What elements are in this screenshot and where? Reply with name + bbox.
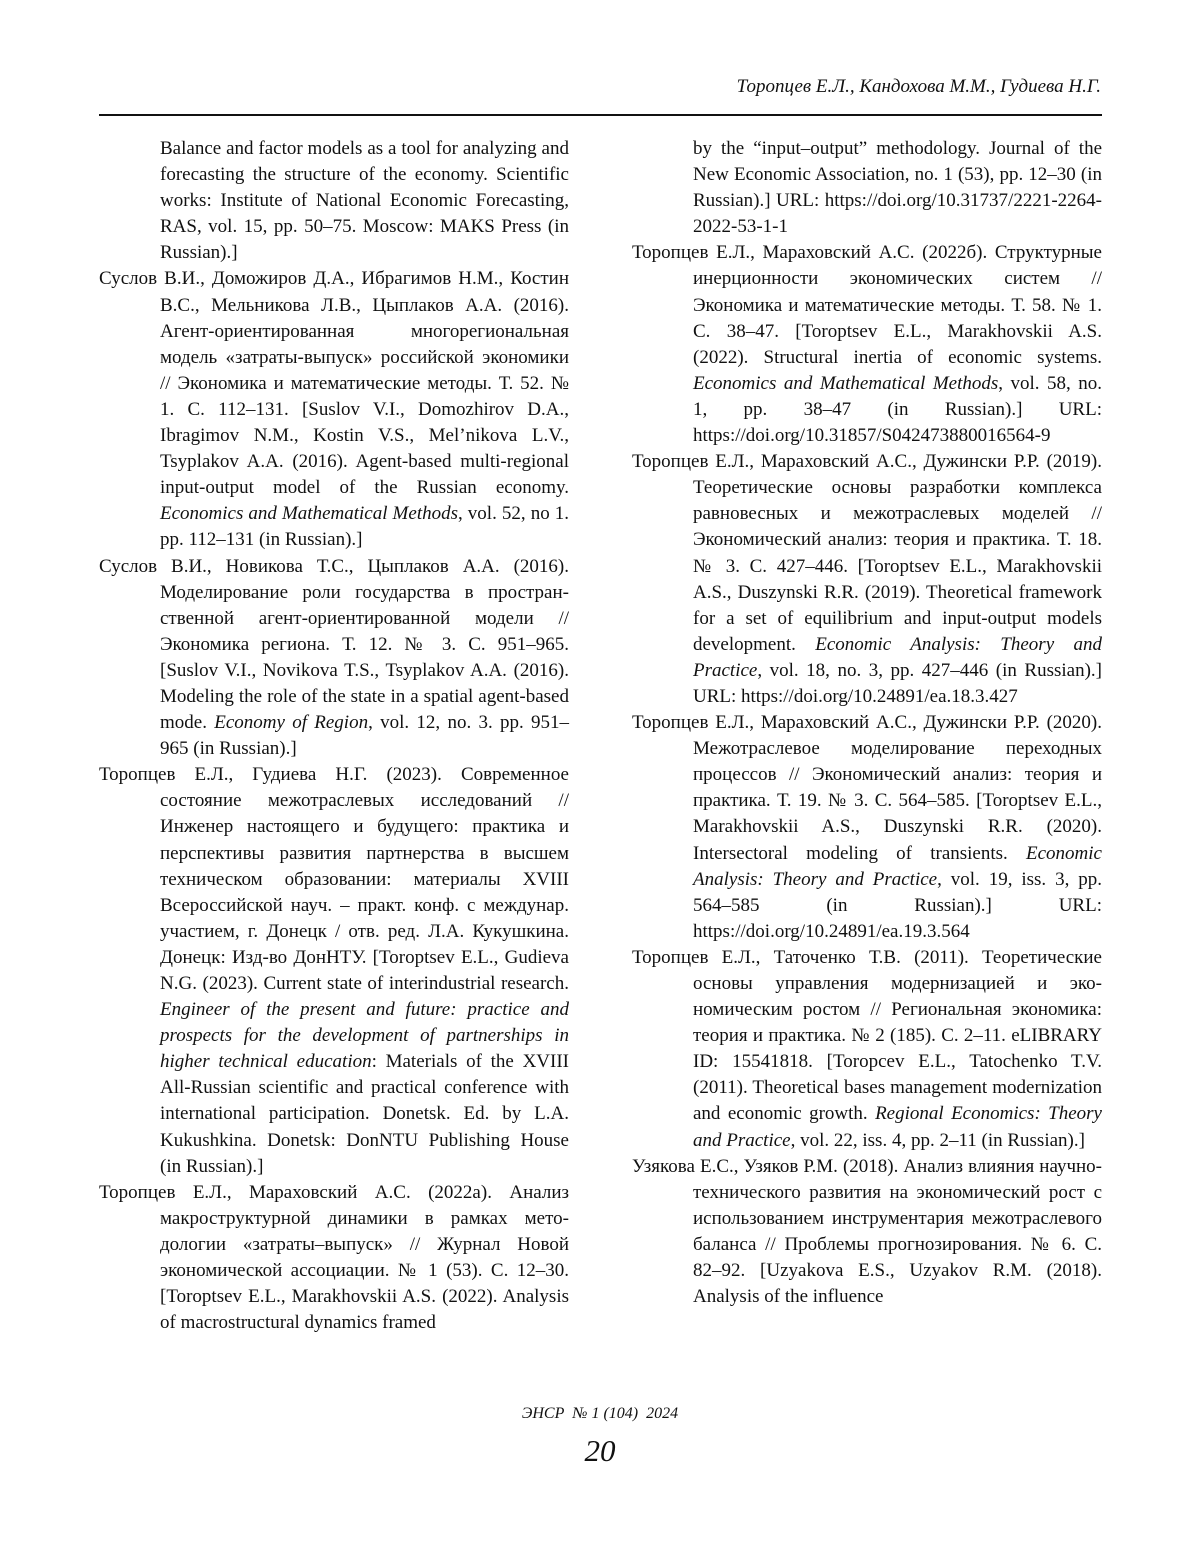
reference-text: Торопцев Е.Л., Мараховский А.С. (2022а). Анализ макроструктурной динамики в рамках методологии «затраты–выпуск» // Журнал Новой экономической ассоциации. № 1 (53). С. 12–30. [Toroptsev E.L., Marakhovskii A.S. (2022). Analysis of macrostructural dynamics framed — [99, 1181, 569, 1334]
reference-source-title: Regional Economics: Theory and Practice — [693, 1103, 1102, 1151]
reference-source-title: Economics and Mathematical Methods — [160, 503, 458, 525]
footer-journal-issue: ЭНСР № 1 (104) 2024 — [521, 1405, 679, 1422]
reference-entry — [632, 945, 1102, 1154]
reference-entry — [632, 710, 1102, 945]
reference-source-title: Economic Analysis: Theory and Practice — [693, 633, 1102, 681]
reference-text: : Materials of the XVIII All-Russian scientific and practical conference with international participation. Donetsk. Ed. by L.A. Kukushkina. Donetsk: DonNTU Publishing House (in Russian).] — [160, 1051, 569, 1177]
right-column — [632, 136, 1102, 1310]
header-rule — [99, 114, 1102, 116]
reference-text: Торопцев Е.Л., Мараховский А.С. (2022б). Структурные инерционности экономических систем // Экономика и математические методы. Т. 58. № 1. С. 38–47. [Toroptsev E.L., Marakhovskii A.S. (2022). Structural inertia of economic systems. — [632, 242, 1102, 368]
page-number: 20 — [584, 1433, 616, 1468]
reference-text: Узякова Е.С., Узяков Р.М. (2018). Анализ влияния научно-технического развития на экономический рост с использованием инструментария межотраслевого баланса // Проблемы прогнозирования. № 6. С. 82–92. [Uzyakova E.S., Uzyakov R.M. (2018). Analysis of the influence — [632, 1155, 1102, 1308]
reference-entry — [99, 762, 569, 1180]
reference-text: , vol. 18, no. 3, pp. 427–446 (in Russian).] URL: https://doi.org/10.24891/ea.18.3.427 — [693, 659, 1102, 707]
reference-text: Торопцев Е.Л., Мараховский А.С., Дужински Р.Р. (2019). Теоретические основы разработки комплекса равновесных и межотраслевых моделей // Экономический анализ: теория и практика. Т. 18. № 3. С. 427–446. [Toroptsev E.L., Marakhovskii A.S., Duszynski R.R. (2019). Theoretical framework for a set of equilibrium and input-output models development. — [632, 451, 1102, 655]
reference-text: , vol. 19, iss. 3, pp. 564–585 (in Russian).] URL: https://doi.org/10.24891/ea.19.3.564 — [693, 868, 1102, 942]
reference-entry-continued — [632, 136, 1102, 240]
reference-text: , vol. 12, no. 3. pp. 951–965 (in Russian).] — [160, 712, 570, 760]
reference-entry — [632, 240, 1102, 449]
reference-entry — [99, 1180, 569, 1337]
reference-source-title: Engineer of the present and future: practice and prospects for the development of partnerships in higher technical education — [160, 999, 569, 1073]
reference-text: , vol. 52, no 1. pp. 112–131 (in Russian).] — [160, 503, 569, 551]
reference-entry-continued — [99, 136, 569, 266]
reference-source-title: Economic Analysis: Theory and Practice — [693, 842, 1102, 890]
reference-text: Balance and factor models as a tool for analyzing and forecasting the structure of the economy. Scientific works: Institute of National Economic Forecasting, RAS, vol. 15, pp. 50–75. Moscow: MAKS Press (in Russian).] — [160, 138, 569, 264]
reference-entry — [632, 1154, 1102, 1311]
reference-entry — [99, 554, 569, 763]
reference-entry — [99, 266, 569, 553]
reference-text: Суслов В.И., Новикова Т.С., Цыплаков А.А. (2016). Моделирование роли государства в пространственной агент-ориентированной модели // Экономика региона. Т. 12. № 3. С. 951–965. [Suslov V.I., Novikova T.S., Tsyplakov A.A. (2016). Modeling the role of the state in a spatial agent-based mode. — [99, 555, 569, 734]
reference-text: by the “input–output” methodology. Journal of the New Economic Association, no. 1 (53), pp. 12–30 (in Russian).] URL: https://doi.org/10.31737/2221-2264-2022-53-1-1 — [693, 138, 1102, 238]
reference-text: Торопцев Е.Л., Таточенко Т.В. (2011). Теоретические основы управления модернизацией и экономическим ростом // Региональная экономика: теория и практика. № 2 (185). С. 2–11. eLIBRARY ID: 15541818. [Toropcev E.L., Tatochenko T.V. (2011). Theoretical bases management modernization and economic growth. — [632, 946, 1102, 1125]
reference-source-title: Economics and Mathematical Methods — [693, 372, 999, 394]
reference-text: Торопцев Е.Л., Мараховский А.С., Дужински Р.Р. (2020). Межотраслевое моделирование переходных процессов // Экономический анализ: теория и практика. Т. 19. № 3. С. 564–585. [Toroptsev E.L., Marakhovskii A.S., Duszynski R.R. (2020). Intersectoral modeling of transients. — [632, 712, 1102, 864]
left-column — [99, 136, 569, 1336]
reference-text: , vol. 22, iss. 4, pp. 2–11 (in Russian).] — [790, 1129, 1085, 1151]
reference-text: , vol. 58, no. 1, pp. 38–47 (in Russian).] URL: https://doi.org/10.31857/S042473880016564-9 — [693, 372, 1102, 447]
reference-entry — [632, 449, 1102, 710]
reference-text: Суслов В.И., Доможиров Д.А., Ибрагимов Н.М., Костин В.С., Мельникова Л.В., Цыплаков А.А. (2016). Агент-ориентированная многорегиональная модель «затраты-выпуск» российской экономики // Экономика и математические методы. Т. 52. № 1. С. 112–131. [Suslov V.I., Domozhirov D.A., Ibragimov N.M., Kostin V.S., Mel’nikova L.V., Tsyplakov A.A. (2016). Agent-based multi-regional input-output model of the Russian economy. — [99, 268, 569, 499]
reference-source-title: Economy of Region — [214, 712, 369, 734]
reference-text: Торопцев Е.Л., Гудиева Н.Г. (2023). Современное состояние межотраслевых исследований // Инженер настоящего и будущего: практика и перспективы развития партнерства в высшем техническом образовании: материалы XVIII Всероссийской науч. – практ. конф. с междунар. участием, г. Донецк / отв. ред. Л.А. Кукушкина. Донецк: Изд-во ДонНТУ. [Toroptsev E.L., Gudieva N.G. (2023). Current state of interindustrial research. — [99, 764, 569, 994]
running-head: Торопцев Е.Л., Кандохова М.М., Гудиева Н.Г. — [736, 76, 1101, 97]
